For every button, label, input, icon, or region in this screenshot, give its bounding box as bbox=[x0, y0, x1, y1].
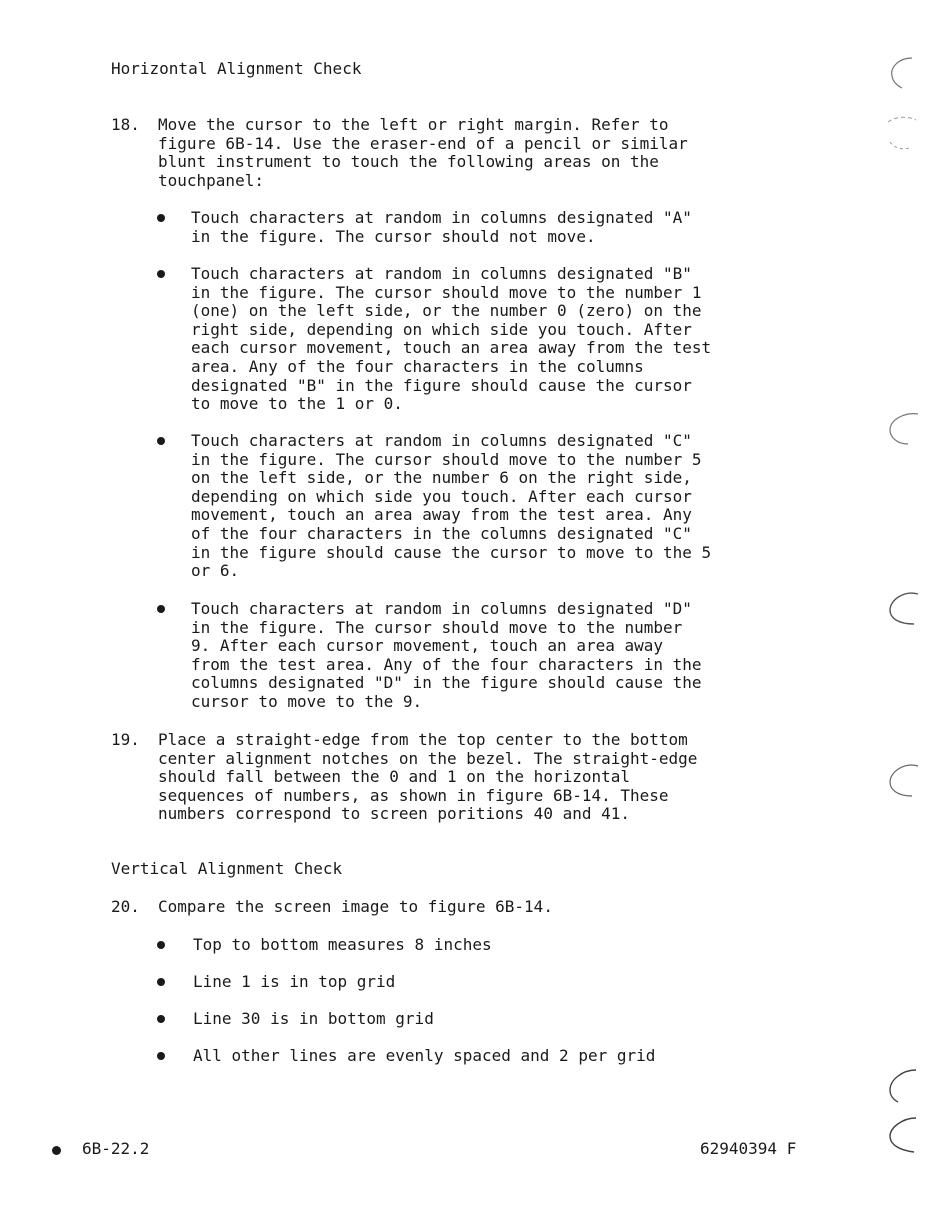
binder-hole-icon bbox=[884, 588, 924, 628]
bullet-item bbox=[157, 936, 807, 955]
step-number: 20. bbox=[111, 897, 140, 916]
bullet-dot-icon bbox=[157, 437, 165, 445]
bullet-dot-icon bbox=[157, 978, 165, 986]
bullet-dot-icon bbox=[157, 605, 165, 613]
bullet-dot-icon bbox=[157, 1015, 165, 1023]
bullet-item bbox=[157, 432, 807, 581]
bullet-item bbox=[157, 265, 807, 414]
step-18 bbox=[111, 116, 811, 190]
bullet-text: Line 30 is in bottom grid bbox=[193, 1009, 434, 1028]
bullet-item bbox=[157, 209, 807, 246]
footer-dot-icon bbox=[52, 1146, 61, 1155]
bullet-item bbox=[157, 1010, 807, 1029]
binder-hole-icon bbox=[884, 1066, 924, 1106]
bullet-dot-icon bbox=[157, 1052, 165, 1060]
section-heading-vertical: Vertical Alignment Check bbox=[111, 859, 343, 878]
bullet-item bbox=[157, 600, 807, 712]
step-number: 19. bbox=[111, 730, 140, 749]
footer-page-number: 6B-22.2 bbox=[82, 1139, 150, 1158]
bullet-text: Top to bottom measures 8 inches bbox=[193, 935, 492, 954]
binder-hole-icon bbox=[884, 760, 924, 800]
bullet-text: Touch characters at random in columns designated "B" in the figure. The cursor should move to the number 1 (one) on the left side, or the number 0 (zero) on the right side, depending on which side you touch. After each cursor movement, touch an area away from the test area. Any of the four characters in the columns designated "B" in the figure should cause the cursor to move to the 1 or 0. bbox=[191, 264, 712, 414]
bullet-dot-icon bbox=[157, 941, 165, 949]
step-text: Place a straight-edge from the top center to the bottom center alignment notches on the bezel. The straight-edge should fall between the 0 and 1 on the horizontal sequences of numbers, as shown in figure 6B-14. These numbers correspond to screen poritions 40 and 41. bbox=[158, 730, 698, 824]
step-number: 18. bbox=[111, 115, 140, 134]
step-text: Compare the screen image to figure 6B-14. bbox=[158, 897, 553, 916]
binder-hole-icon bbox=[884, 1114, 924, 1154]
bullet-dot-icon bbox=[157, 270, 165, 278]
footer-doc-number: 62940394 F bbox=[700, 1139, 797, 1158]
bullet-text: Touch characters at random in columns designated "D" in the figure. The cursor should move to the number 9. After each cursor movement, touch an area away from the test area. Any of the four characters in the columns designated "D" in the figure should cause the cursor to move to the 9. bbox=[191, 599, 702, 711]
section-heading-horizontal: Horizontal Alignment Check bbox=[111, 59, 362, 78]
step-19 bbox=[111, 731, 811, 824]
binder-hole-icon bbox=[884, 112, 924, 152]
bullet-text: All other lines are evenly spaced and 2 per grid bbox=[193, 1046, 656, 1065]
step-20 bbox=[111, 898, 811, 917]
step-text: Move the cursor to the left or right margin. Refer to figure 6B-14. Use the eraser-end of a pencil or similar blunt instrument to touch the following areas on the touchpanel: bbox=[158, 115, 688, 190]
bullet-text: Line 1 is in top grid bbox=[193, 972, 396, 991]
bullet-item bbox=[157, 973, 807, 992]
binder-hole-icon bbox=[884, 408, 924, 448]
binder-hole-icon bbox=[884, 52, 924, 92]
bullet-text: Touch characters at random in columns designated "C" in the figure. The cursor should move to the number 5 on the left side, or the number 6 on the right side, depending on which side you touch. After each cursor movement, touch an area away from the test area. Any of the four characters in the columns designated "C" in the figure should cause the cursor to move to the 5 or 6. bbox=[191, 431, 712, 581]
bullet-dot-icon bbox=[157, 214, 165, 222]
bullet-item bbox=[157, 1047, 807, 1066]
bullet-text: Touch characters at random in columns designated "A" in the figure. The cursor should not move. bbox=[191, 208, 692, 246]
